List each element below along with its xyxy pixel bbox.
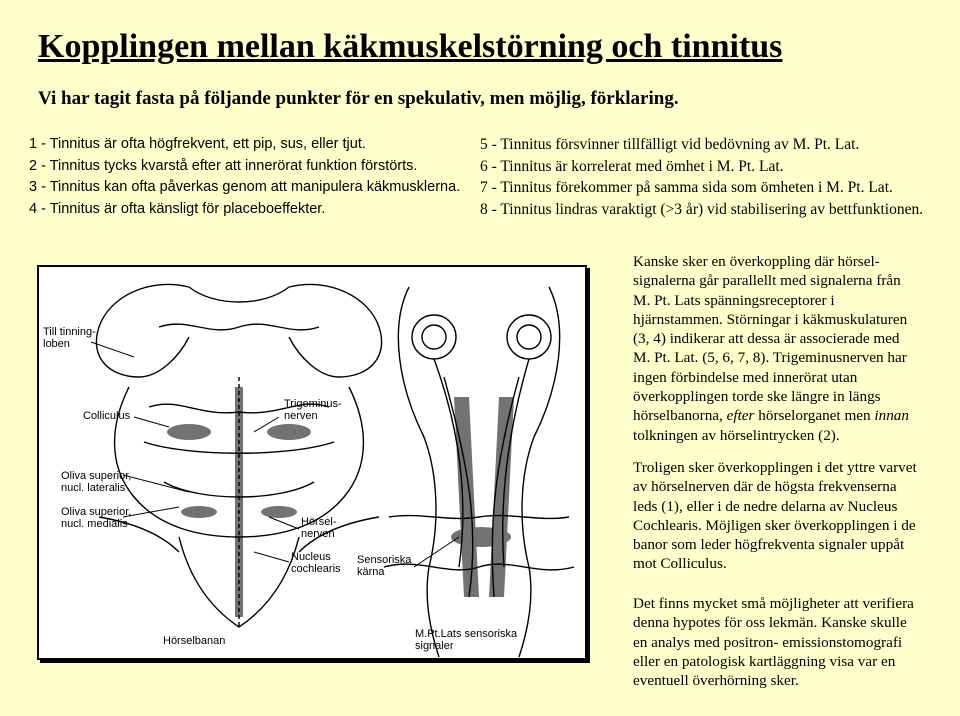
p3-line-4: eller en patologisk kartläggning visa var en — [633, 652, 896, 670]
p3-line-3: en analys med positron- emissionstomografi — [633, 633, 903, 651]
right-brainstem-sketch — [384, 287, 574, 657]
paragraph-verifiera — [633, 594, 933, 690]
p3-line-1: Det finns mycket små möjligheter att verifiera — [633, 595, 914, 612]
brainstem-drawing — [39, 267, 585, 658]
label-colliculus: Colliculus — [83, 410, 131, 422]
point-8: 8 - Tinnitus lindras varaktigt (>3 år) vid stabilisering av bettfunktionen. — [480, 200, 924, 218]
point-4: 4 - Tinnitus är ofta känsligt för placeboeffekter. — [29, 200, 326, 217]
p1-line-8: överkopplingen torde ske längre in längs — [633, 388, 881, 406]
right-brainstem-shading — [451, 397, 514, 597]
points-list-right — [480, 134, 923, 220]
label-mpt-lats-sensoriska-signaler: M.Pt.Lats sensoriska signaler — [415, 628, 518, 652]
point-1: 1 - Tinnitus är ofta högfrekvent, ett pip, sus, eller tjut. — [29, 136, 366, 152]
brainstem-illustration — [37, 265, 587, 660]
p1-line-3: M. Pt. Lats spänningsreceptorer i — [633, 291, 835, 309]
p2-line-6: mot Colliculus. — [633, 555, 727, 573]
point-2: 2 - Tinnitus tycks kvarstå efter att innerörat funktion förstörts. — [29, 157, 418, 174]
p1-emphasis-efter: efter — [726, 407, 755, 425]
p1-line-1: Kanske sker en överkoppling där hörsel- — [633, 253, 880, 270]
p1-line-9a: hörselbanorna, — [633, 407, 727, 425]
p2-line-1: Troligen sker överkopplingen i det yttre varvet — [633, 459, 917, 476]
p1-line-5: (3, 4) indikerar att dessa är associerade med — [633, 330, 900, 348]
p1-line-6: M. Pt. Lat. (5, 6, 7, 8). Trigeminusnerven har — [633, 349, 907, 367]
point-3: 3 - Tinnitus kan ofta påverkas genom att manipulera käkmusklerna. — [29, 179, 461, 195]
points-list-left — [29, 134, 460, 220]
label-oliva-lateralis: Oliva superior, nucl. lateralis — [61, 470, 132, 494]
paragraph-overkoppling — [633, 252, 933, 445]
p2-line-3: leds (1), eller i de nedre delarna av Nucleus — [633, 497, 898, 515]
p2-line-2: av hörselnerven där de högsta frekvenserna — [633, 478, 897, 496]
p1-line-10: tolkningen av hörselintrycken (2). — [633, 426, 840, 444]
label-horselbanan: Hörselbanan — [163, 635, 226, 647]
label-sensoriska-karna: Sensoriska kärna — [357, 554, 412, 578]
point-6: 6 - Tinnitus är korrelerat med ömhet i M. Pt. Lat. — [480, 157, 784, 175]
p1-emphasis-innan: innan — [874, 407, 909, 425]
label-nucleus-cochlearis: Nucleus cochlearis — [291, 551, 341, 575]
slide-title: Kopplingen mellan käkmuskelstörning och tinnitus — [38, 28, 783, 65]
p3-line-5: eventuell överhörning sker. — [633, 672, 799, 690]
point-5: 5 - Tinnitus försvinner tillfälligt vid bedövning av M. Pt. Lat. — [480, 136, 860, 153]
p1-line-2: signalerna går parallellt med signalerna från — [633, 272, 901, 290]
label-horselnerven: Hörsel- nerven — [301, 516, 337, 540]
p1-line-4: hjärnstammen. Störningar i käkmuskulaturen — [633, 310, 908, 328]
label-trigeminusnerven: Trigeminus- nerven — [284, 398, 342, 422]
p1-line-7: ingen förbindelse med innerörat utan — [633, 368, 858, 386]
point-7: 7 - Tinnitus förekommer på samma sida som ömheten i M. Pt. Lat. — [480, 179, 893, 196]
p2-line-5: banor som leder högfrekventa signaler uppåt — [633, 536, 905, 554]
p2-line-4: Cochlearis. Möjligen sker överkopplingen i de — [633, 516, 916, 534]
p3-line-2: denna hypotes för oss lekmän. Kanske skulle — [633, 614, 907, 632]
paragraph-troligen — [633, 458, 933, 574]
label-till-tinningloben: Till tinning- loben — [43, 326, 96, 350]
p1-line-9b: hörselorganet men — [754, 407, 875, 425]
label-oliva-medialis: Oliva superior, nucl. medialis — [61, 506, 132, 530]
slide-subtitle: Vi har tagit fasta på följande punkter för en spekulativ, men möjlig, förklaring. — [38, 88, 679, 109]
